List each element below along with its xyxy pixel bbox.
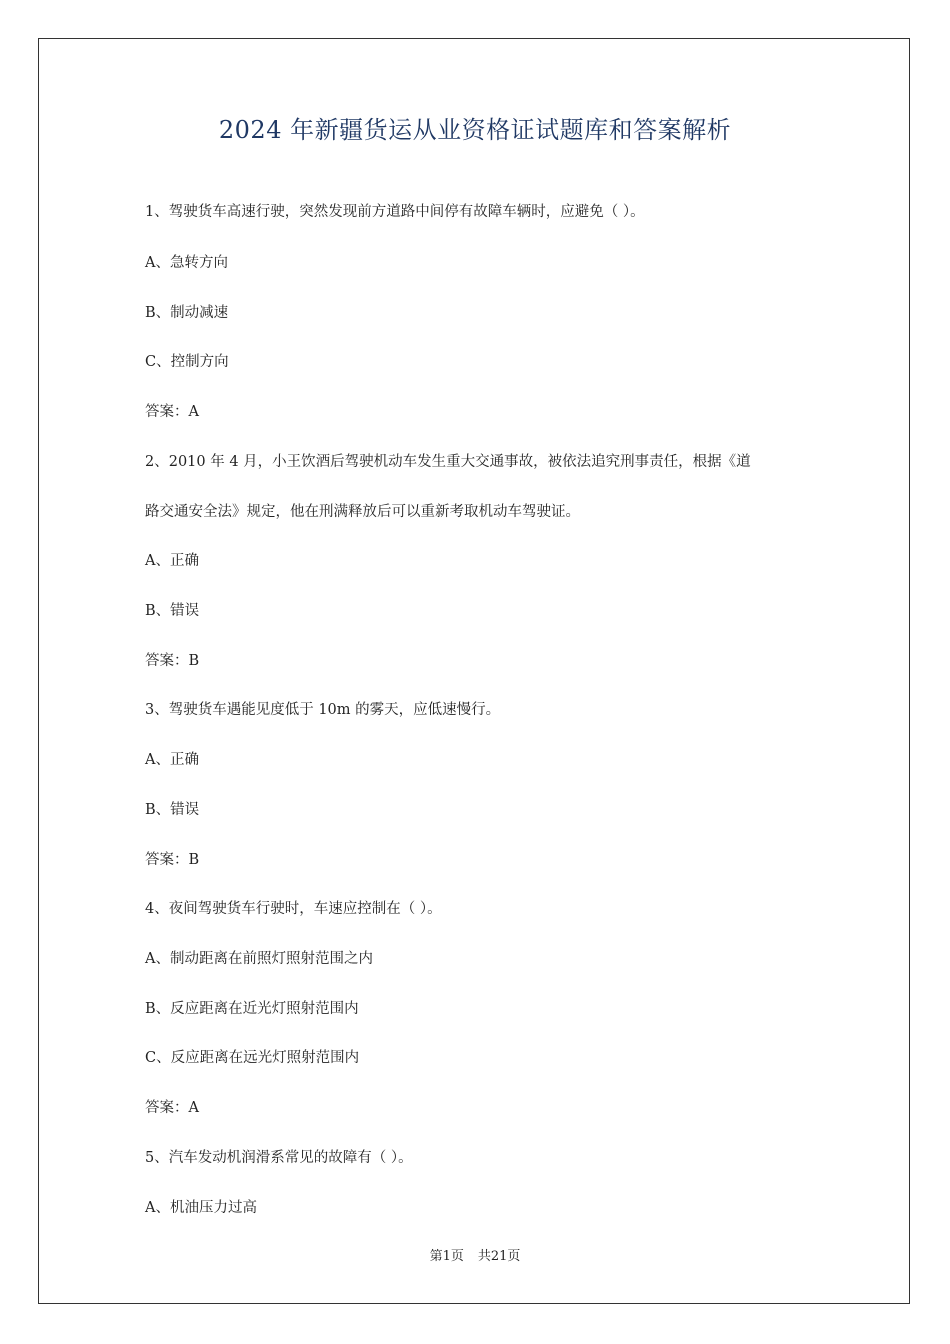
question-3-option-b: B、错误 [145,802,200,818]
question-3-answer: 答案：B [145,852,200,868]
question-4-option-b: B、反应距离在近光灯照射范围内 [145,1001,359,1017]
question-4-text: 4、夜间驾驶货车行驶时，车速应控制在（ ）。 [145,901,442,917]
question-4-option-c: C、反应距离在远光灯照射范围内 [145,1050,360,1066]
question-4-answer: 答案：A [145,1100,199,1116]
question-1-option-c: C、控制方向 [145,354,229,370]
question-1-option-a: A、急转方向 [145,255,228,271]
question-5-option-a: A、机油压力过高 [145,1200,257,1216]
question-1-answer: 答案：A [145,404,199,420]
page-number: 第1页 [429,1249,464,1264]
page-footer [0,1247,950,1267]
question-2-text-line-1: 2、2010 年 4 月，小王饮酒后驾驶机动车发生重大交通事故，被依法追究刑事责任，根据《道 [145,454,751,470]
document-title: 2024 年新疆货运从业资格证试题库和答案解析 [218,116,732,144]
question-2-option-b: B、错误 [145,603,200,619]
question-1-text: 1、驾驶货车高速行驶，突然发现前方道路中间停有故障车辆时，应避免（ ）。 [145,204,645,220]
question-3-option-a: A、正确 [145,752,199,768]
question-2-answer: 答案：B [145,653,200,669]
question-4-option-a: A、制动距离在前照灯照射范围之内 [145,951,373,967]
question-2-text-line-2: 路交通安全法》规定，他在刑满释放后可以重新考取机动车驾驶证。 [145,504,580,520]
question-3-text: 3、驾驶货车遇能见度低于 10m 的雾天，应低速慢行。 [145,702,501,718]
question-5-text: 5、汽车发动机润滑系常见的故障有（ ）。 [145,1150,413,1166]
question-1-option-b: B、制动减速 [145,305,229,321]
question-2-option-a: A、正确 [145,553,199,569]
page-total: 共21页 [477,1249,521,1264]
